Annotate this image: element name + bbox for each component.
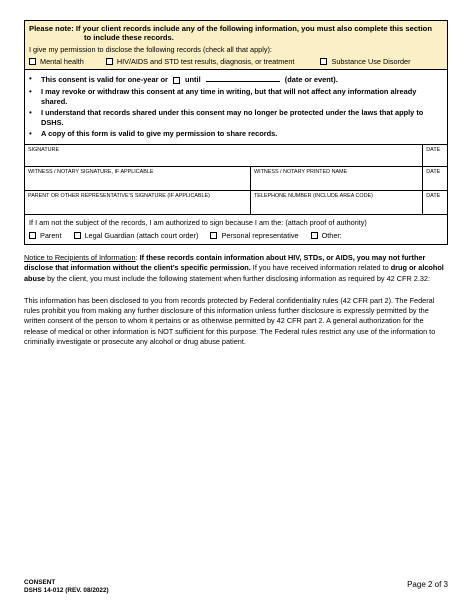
- form-footer: [24, 579, 109, 595]
- term-validity: • This consent is valid for one-year or until (date or event).: [29, 74, 338, 85]
- witness-name-field[interactable]: WITNESS / NOTARY PRINTED NAME: [251, 166, 423, 190]
- authority-text: If I am not the subject of the records, I am authorized to sign because I am the: (attach proof of authority): [29, 217, 367, 227]
- federal-statement: This information has been disclosed to you from records protected by Federal confidentiality rules (42 CFR part 2). The Federal rules prohibit you from making any further disclosure of this information unless further disclosure is expressly permitted by the written consent of the person to whom it pertains or as otherwise permitted by 42 CFR part 2. A general authorization for the release of medical or other information is NOT sufficient for this purpose. The Federal rules restrict any use of the information to criminally investigate or prosecute any alcohol or drug abuse patient.: [24, 295, 436, 347]
- form-number: DSHS 14-012 (REV. 08/2022): [24, 587, 109, 594]
- bullet-icon: •: [29, 108, 32, 118]
- notice-to-recipients: Notice to Recipients of Information: If these records contain information about HIV, STDs, or AIDS, you may not further disclose that information without the client’s specific permission. If you have received information related to drug or alcohol abuse by the client, you must include the following statement when further disclosing information as required by 42 CFR 2.32:: [24, 252, 444, 283]
- consent-page: [24, 20, 448, 347]
- signature-date-field[interactable]: DATE: [423, 145, 448, 167]
- other-checkbox[interactable]: [311, 232, 318, 239]
- witness-date-field[interactable]: DATE: [423, 166, 448, 190]
- hiv-aids-std-checkbox[interactable]: [106, 58, 113, 65]
- personal-representative-checkbox[interactable]: [210, 232, 217, 239]
- representative-date-field[interactable]: DATE: [423, 190, 448, 214]
- term-copy: • A copy of this form is valid to give my permission to share records.: [29, 129, 278, 139]
- substance-use-checkbox[interactable]: [320, 58, 327, 65]
- records-checkbox-row: [29, 57, 443, 66]
- note-title: Please note: If your client records include any of the following information, you must also complete this section to include these records.: [29, 24, 432, 43]
- bullet-icon: •: [29, 74, 32, 84]
- page-number: Page 2 of 3: [407, 580, 448, 589]
- legal-guardian-checkbox[interactable]: [74, 232, 81, 239]
- signature-field[interactable]: SIGNATURE: [25, 145, 423, 167]
- permission-text: I give my permission to disclose the following records (check all that apply):: [29, 45, 272, 55]
- form-name: CONSENT: [24, 579, 56, 586]
- bullet-icon: •: [29, 129, 32, 139]
- until-date-field[interactable]: [206, 74, 280, 82]
- notice-heading: Notice to Recipients of Information: [24, 252, 136, 262]
- mental-health-label: Mental health: [40, 57, 84, 67]
- witness-signature-field[interactable]: WITNESS / NOTARY SIGNATURE, IF APPLICABLE: [25, 166, 251, 190]
- mental-health-checkbox[interactable]: [29, 58, 36, 65]
- term-revoke: • I may revoke or withdraw this consent at any time in writing, but that will not affect any information already shared.: [29, 87, 417, 106]
- bullet-icon: •: [29, 87, 32, 96]
- until-checkbox[interactable]: [173, 77, 180, 84]
- records-note-section: [24, 20, 448, 70]
- term-protection: • I understand that records shared under this consent may no longer be protected under the laws that apply to DSHS.: [29, 108, 424, 127]
- consent-terms: [24, 70, 448, 145]
- telephone-field[interactable]: TELEPHONE NUMBER (INCLUDE AREA CODE): [251, 190, 423, 214]
- hiv-aids-std-label: HIV/AIDS and STD test results, diagnosis, or treatment: [116, 57, 295, 67]
- substance-use-label: Substance Use Disorder: [331, 57, 411, 67]
- authority-options: Parent Legal Guardian (attach court order) Personal representative Other:: [29, 231, 443, 240]
- authority-section: [24, 215, 448, 245]
- representative-signature-field[interactable]: PARENT OR OTHER REPRESENTATIVE’S SIGNATURE (IF APPLICABLE): [25, 190, 251, 214]
- parent-checkbox[interactable]: [29, 232, 36, 239]
- signature-table: [24, 145, 448, 215]
